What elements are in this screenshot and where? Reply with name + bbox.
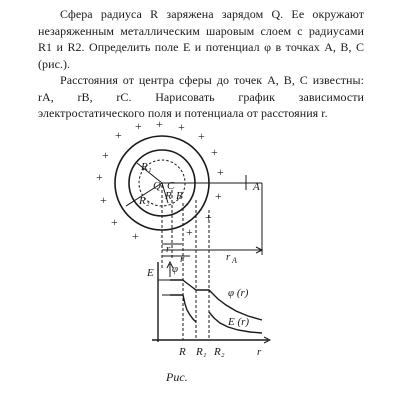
label-phi-axis: φ <box>172 263 179 275</box>
plus-sign: + <box>96 170 103 184</box>
plus-sign: + <box>156 117 163 131</box>
plus-sign: + <box>102 148 109 162</box>
label-rb: r <box>180 253 185 265</box>
plus-sign: + <box>111 215 118 229</box>
label-ra-subscript: A <box>232 256 237 265</box>
plus-sign: + <box>186 225 193 239</box>
problem-statement: Сфера радиуса R заряжена зарядом Q. Ее окружают незаряженным металлическим шаровым слоем с радиусами R1 и R2. Определить поле E и потенциал φ в точках A, B, C (рис.). <box>38 7 364 71</box>
tick-r1: R₁ <box>196 346 207 358</box>
label-e-axis: E <box>147 267 154 279</box>
label-r-axis: r <box>257 346 262 358</box>
plus-sign: + <box>205 210 212 224</box>
label-r2: R₂ <box>139 195 150 207</box>
label-b: B <box>176 190 183 202</box>
plus-sign: + <box>132 229 139 243</box>
tick-r2: R₂ <box>214 346 225 358</box>
problem-conditions: Расстояния от центра сферы до точек A, B, C известны: rA, rB, rC. Нарисовать график зависимости электростатического поля и потенциала от расстояния r. <box>38 73 364 120</box>
label-q: Q <box>153 180 161 192</box>
plus-sign: + <box>135 119 142 133</box>
plus-sign: + <box>217 165 224 179</box>
label-rc: r <box>166 243 171 255</box>
plus-sign: + <box>215 189 222 203</box>
figure-caption: Рис. <box>166 370 188 384</box>
plus-sign: + <box>115 128 122 142</box>
label-r: R <box>165 190 172 202</box>
plus-sign: + <box>198 129 205 143</box>
label-a: A <box>253 181 260 193</box>
label-c: C <box>167 180 175 192</box>
plus-sign: + <box>211 145 218 159</box>
label-r1: R₁ <box>141 161 152 173</box>
tick-r: R <box>179 346 186 358</box>
label-e-curve: E (r) <box>228 316 250 328</box>
label-ra: r <box>226 251 231 263</box>
plus-sign: + <box>178 120 185 134</box>
plus-sign: + <box>100 193 107 207</box>
label-phi-curve: φ (r) <box>228 287 249 299</box>
